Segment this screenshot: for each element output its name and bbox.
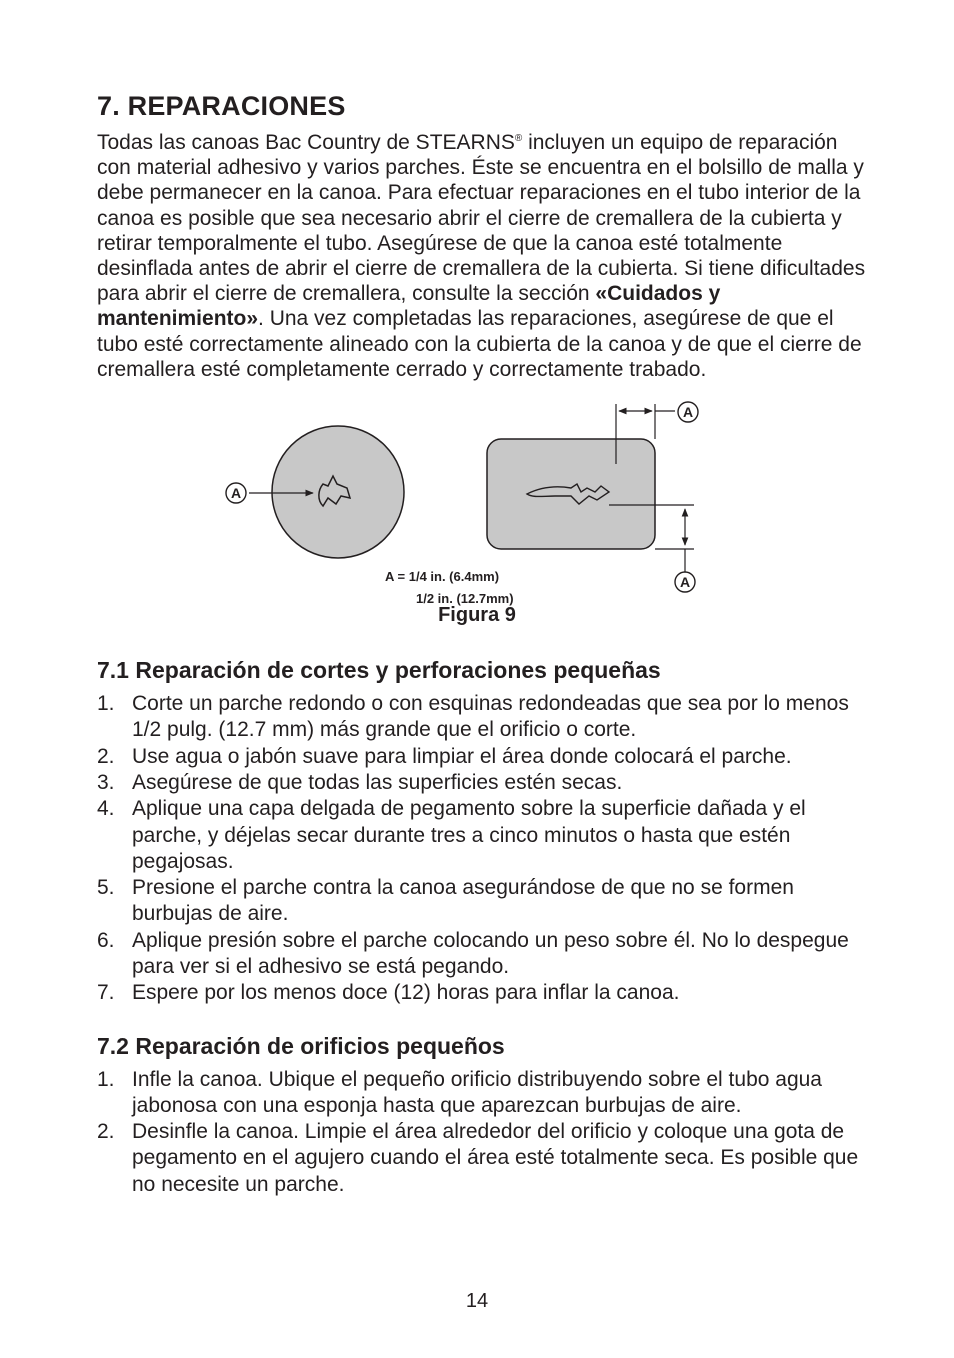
svg-text:A: A: [679, 574, 691, 591]
label-a-bottom: [675, 572, 695, 592]
section-7-1-title: 7.1 Reparación de cortes y perforaciones pequeñas: [97, 657, 661, 684]
figure-caption: Figura 9: [438, 604, 516, 627]
figure-9: [97, 392, 867, 638]
list-item: 3. Asegúrese de que todas las superficies estén secas.: [97, 770, 623, 794]
list-item: 7. Espere por los menos doce (12) horas para inflar la canoa.: [97, 981, 680, 1005]
label-a-left: [226, 483, 246, 503]
label-a-top: [678, 402, 698, 422]
intro-paragraph: [97, 130, 867, 382]
dimension-note-2: 1/2 in. (12.7mm): [416, 591, 514, 607]
list-item: 1. Corte un parche redondo o con esquinas redondeadas que sea por lo menos 1/2 pulg. (12.7 mm) más grande que el orificio o corte.: [97, 692, 849, 742]
round-patch: [272, 426, 404, 558]
rectangle-patch: [487, 439, 655, 549]
intro-text-middle: incluyen un equipo de reparación con material adhesivo y varios parches. Éste se encuentra en el bolsillo de malla y debe permanecer en la canoa. Para efectuar reparaciones en el tubo interior de la canoa es posible que sea necesario abrir el cierre de cremallera de la cubierta y retirar temporalmente el tubo. Asegúrese de que la canoa esté totalmente desinflada antes de abrir el cierre de cremallera de la cubierta. Si tiene dificultades para abrir el cierre de cremallera, consulte la sección: [97, 131, 866, 306]
section-7-1-steps: [97, 691, 867, 1007]
page-number: 14: [465, 1290, 489, 1312]
registered-mark: ®: [514, 133, 523, 144]
intro-text-start: Todas las canoas Bac Country de STEARNS: [97, 131, 515, 154]
list-item: 4. Aplique una capa delgada de pegamento sobre la superficie dañada y el parche, y déjelas secar durante tres a cinco minutos o hasta que estén pegajosas.: [97, 797, 806, 873]
svg-text:A: A: [230, 485, 242, 502]
svg-text:A: A: [682, 404, 694, 421]
page-title: 7. REPARACIONES: [97, 91, 346, 121]
section-7-2-steps: [97, 1067, 867, 1198]
list-item: 2. Desinfle la canoa. Limpie el área alrededor del orificio y coloque una gota de pegamento en el agujero cuando el área esté totalmente seca. Es posible que no necesite un parche.: [97, 1120, 859, 1196]
list-item: 1. Infle la canoa. Ubique el pequeño orificio distribuyendo sobre el tubo agua jabonosa con una esponja hasta que aparezcan burbujas de aire.: [97, 1067, 822, 1117]
list-item: 6. Aplique presión sobre el parche colocando un peso sobre él. No lo despegue para ver si el adhesivo se está pegando.: [97, 928, 849, 978]
intro-text-end: . Una vez completadas las reparaciones, asegúrese de que el tubo esté correctamente alineado con la cubierta de la canoa y de que el cierre de cremallera esté completamente cerrado y correctamente trabado.: [97, 307, 862, 381]
intro-bold-reference: «Cuidados y mantenimiento»: [97, 282, 721, 331]
dimension-note-1: A = 1/4 in. (6.4mm): [385, 569, 500, 585]
list-item: 5. Presione el parche contra la canoa asegurándose de que no se formen burbujas de aire.: [97, 876, 794, 926]
section-7-2-title: 7.2 Reparación de orificios pequeños: [97, 1032, 505, 1059]
page-content: [97, 88, 867, 1198]
list-item: 2. Use agua o jabón suave para limpiar el área donde colocará el parche.: [97, 744, 792, 768]
